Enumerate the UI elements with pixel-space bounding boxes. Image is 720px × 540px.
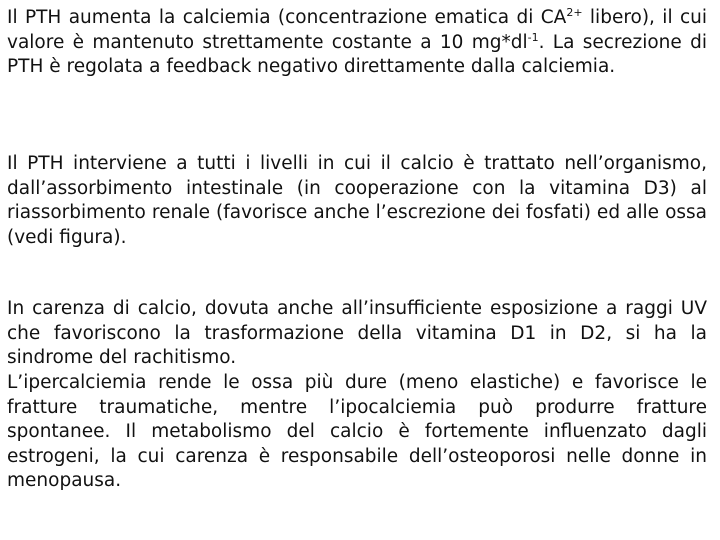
p1-text-end: . La secrezione di PTH è regolata a feedback negativo direttamente dalla calciemia. (7, 31, 707, 77)
paragraph-ipercalciemia: L’ipercalciemia rende le ossa più dure (meno elastiche) e favorisce le fratture traumatiche, mentre l’ipocalciemia può produrre fratture spontanee. Il metabolismo del calcio è fortemente influenzato dagli estrogeni, la cui carenza è responsabile dell’osteoporosi nelle donne in menopausa. (7, 372, 707, 491)
calcium-ion-superscript: 2+ (566, 6, 583, 19)
paragraph-pth-calciemia (7, 6, 707, 80)
unit-exponent-superscript: -1 (527, 30, 539, 44)
paragraph-rachitismo: In carenza di calcio, dovuta anche all’insufficiente esposizione a raggi UV che favoriscono la trasformazione della vitamina D1 in D2, si ha la sindrome del rachitismo. (7, 298, 707, 368)
p1-text-start: Il PTH aumenta la calciemia (concentrazione ematica di CA (7, 7, 567, 28)
slide-body (7, 6, 707, 534)
p1-text-middle: libero), il cui valore è mantenuto strettamente costante a 10 mg*dl (7, 7, 708, 53)
paragraph-pth-levels: Il PTH interviene a tutti i livelli in cui il calcio è trattato nell’organismo, dall’assorbimento intestinale (in cooperazione con la vitamina D3) al riassorbimento renale (favorisce anche l’escrezione dei fosfati) ed alle ossa (vedi figura). (7, 153, 707, 248)
